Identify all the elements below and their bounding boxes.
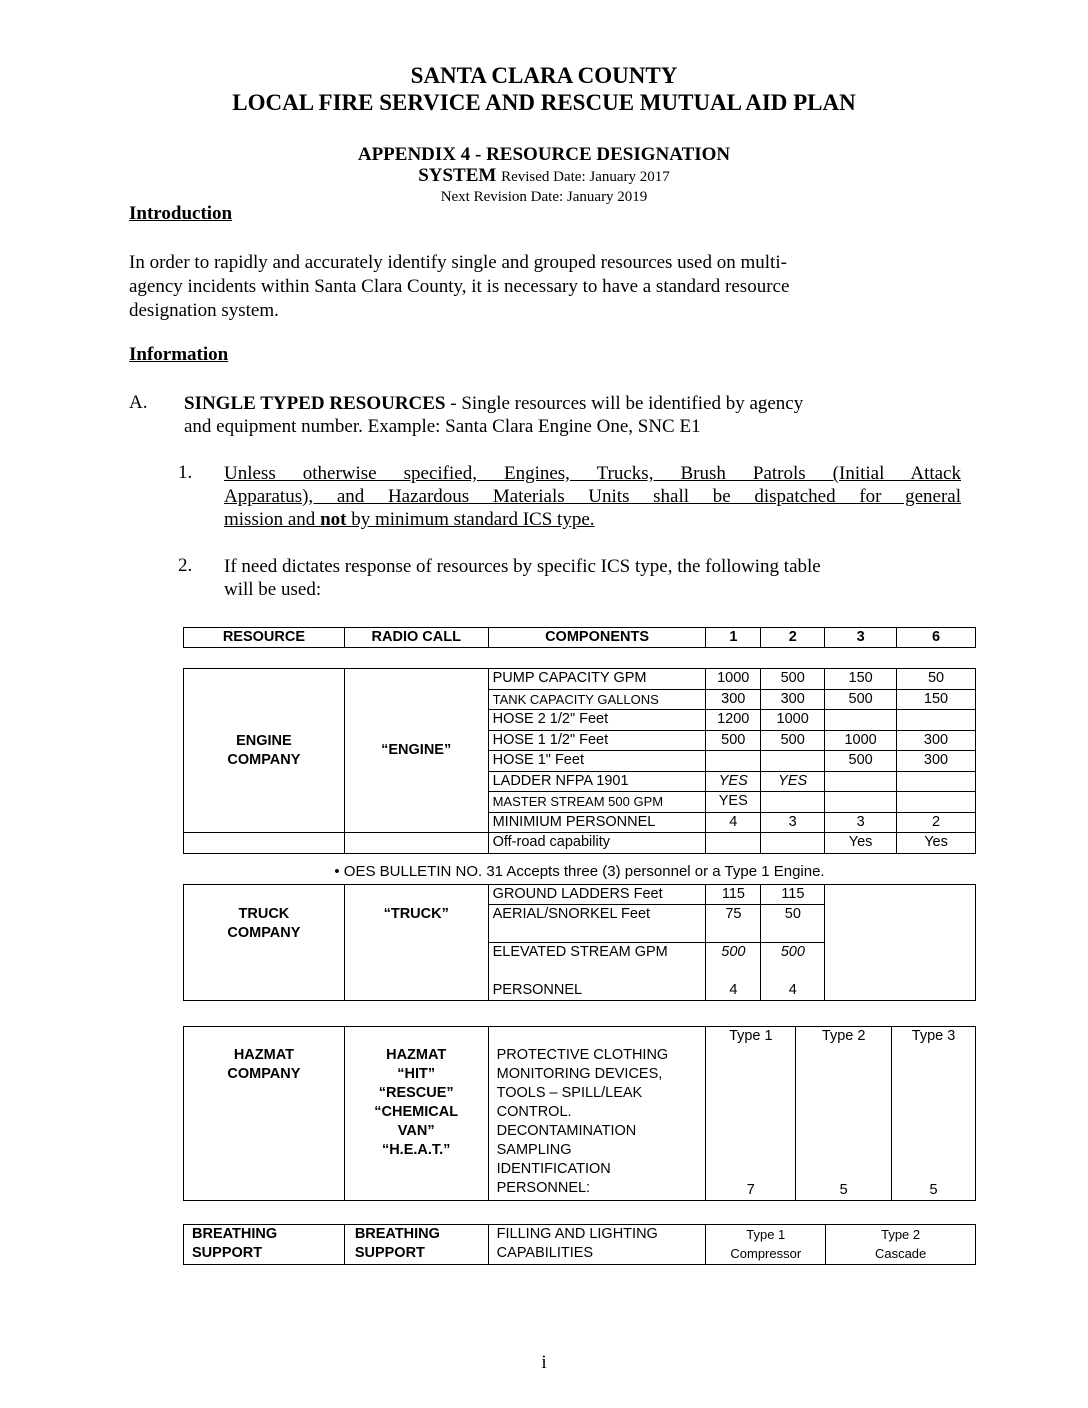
hazmat-type-1-label: Type 1 [729, 1028, 773, 1044]
table-cell [706, 751, 761, 772]
header-type-6: 6 [897, 628, 976, 648]
intro-line: In order to rapidly and accurately identify single and grouped resources used on multi- [129, 252, 787, 273]
table-cell: 300 [897, 751, 976, 772]
item-a-letter: A. [129, 392, 148, 413]
table-cell: HOSE 1" Feet [488, 751, 706, 772]
hazmat-component-line: TOOLS – SPILL/LEAK [496, 1085, 643, 1101]
system-label: SYSTEM [418, 165, 497, 186]
table-cell: Yes [897, 833, 976, 854]
table-cell [825, 710, 897, 731]
table-cell: TANK CAPACITY GALLONS [488, 689, 706, 710]
hazmat-type-1-personnel: 7 [746, 1182, 755, 1198]
intro-line: designation system. [129, 300, 279, 321]
title-line-1: SANTA CLARA COUNTY [410, 63, 678, 88]
table-cell [897, 710, 976, 731]
table-cell: 1200 [706, 710, 761, 731]
engine-company-table [183, 668, 976, 854]
hazmat-resource-cell [184, 1027, 345, 1201]
engine-resource-label: COMPANY [227, 751, 301, 768]
revised-date: Revised Date: January 2017 [501, 169, 670, 185]
table-cell [706, 833, 761, 854]
resource-table-header [183, 627, 976, 648]
title-line-2: LOCAL FIRE SERVICE AND RESCUE MUTUAL AID PLAN [232, 90, 856, 115]
hazmat-radio-line: “H.E.A.T.” [381, 1142, 451, 1158]
hazmat-radio-line: “CHEMICAL [374, 1104, 459, 1120]
table-cell: AERIAL/SNORKEL Feet [488, 905, 706, 943]
table-cell [897, 771, 976, 792]
hazmat-component-line: SAMPLING [496, 1142, 572, 1158]
engine-resource-label: ENGINE [236, 732, 292, 749]
hazmat-radio-line: HAZMAT [386, 1047, 447, 1063]
truck-resource-cell [184, 885, 345, 1001]
table-cell: 500 [761, 943, 825, 981]
item-1-emphasis: not [320, 509, 347, 530]
breathing-type-1 [706, 1225, 826, 1265]
hazmat-component-line: MONITORING DEVICES, [496, 1066, 663, 1082]
table-cell [825, 771, 897, 792]
table-cell: 300 [706, 689, 761, 710]
table-cell: 1000 [761, 710, 825, 731]
table-cell: 500 [825, 689, 897, 710]
breathing-radio-line: SUPPORT [354, 1245, 425, 1261]
header-resource: RESOURCE [184, 628, 345, 648]
hazmat-radio-call [344, 1027, 488, 1201]
hazmat-component-line: CONTROL. [496, 1104, 572, 1120]
breathing-support-table [183, 1224, 976, 1265]
table-cell: 2 [897, 812, 976, 833]
oes-bulletin-note: • OES BULLETIN NO. 31 Accepts three (3) personnel or a Type 1 Engine. [334, 863, 825, 880]
hazmat-company-table [183, 1026, 976, 1201]
header-components: COMPONENTS [488, 628, 706, 648]
table-cell: Off-road capability [488, 833, 706, 854]
table-cell [184, 833, 345, 854]
header-type-1: 1 [706, 628, 761, 648]
item-2-line: will be used: [224, 579, 322, 600]
table-cell: MINIMIUM PERSONNEL [488, 812, 706, 833]
table-cell: 500 [825, 751, 897, 772]
item-1-line: by minimum standard ICS type. [346, 509, 595, 530]
table-cell: 4 [706, 812, 761, 833]
breathing-component-line: CAPABILITIES [496, 1245, 594, 1261]
table-cell: 4 [706, 981, 761, 1001]
breathing-radio-call [344, 1225, 488, 1265]
appendix-title [0, 144, 1088, 188]
hazmat-resource-label: HAZMAT [233, 1047, 294, 1063]
intro-line: agency incidents within Santa Clara County, it is necessary to have a standard resource [129, 276, 790, 297]
table-cell [761, 833, 825, 854]
hazmat-type-3-label: Type 3 [911, 1028, 956, 1044]
engine-resource-cell [184, 669, 345, 833]
hazmat-type-1-cell [706, 1027, 796, 1201]
item-a-line: and equipment number. Example: Santa Clara Engine One, SNC E1 [184, 416, 701, 437]
hazmat-component-line: PERSONNEL: [496, 1180, 591, 1196]
table-cell: HOSE 2 1/2" Feet [488, 710, 706, 731]
document-title [0, 62, 1088, 116]
hazmat-type-3-personnel: 5 [929, 1182, 938, 1198]
hazmat-radio-line: “HIT” [397, 1066, 436, 1082]
hazmat-type-2-personnel: 5 [839, 1182, 848, 1198]
hazmat-resource-label: COMPANY [227, 1066, 301, 1082]
table-cell: 50 [897, 669, 976, 690]
table-cell: 4 [761, 981, 825, 1001]
item-a-line: - Single resources will be identified by agency [445, 393, 804, 414]
hazmat-component-line: IDENTIFICATION [496, 1161, 611, 1177]
table-cell: 150 [825, 669, 897, 690]
breathing-component-line: FILLING AND LIGHTING [496, 1226, 658, 1242]
table-cell: Yes [825, 833, 897, 854]
table-cell: 3 [761, 812, 825, 833]
table-cell: YES [761, 771, 825, 792]
table-cell [761, 751, 825, 772]
breathing-radio-line: BREATHING [354, 1226, 440, 1242]
table-cell: 115 [761, 885, 825, 905]
item-1-number: 1. [178, 462, 193, 483]
introduction-paragraph [129, 251, 961, 323]
breathing-resource-label: SUPPORT [192, 1245, 263, 1261]
table-cell [761, 792, 825, 813]
hazmat-type-2-label: Type 2 [821, 1028, 866, 1044]
truck-radio-call: “TRUCK” [344, 885, 488, 1001]
table-cell: ELEVATED STREAM GPM [488, 943, 706, 981]
truck-resource-label: TRUCK [238, 906, 290, 922]
table-cell [897, 792, 976, 813]
table-cell: GROUND LADDERS Feet [488, 885, 706, 905]
table-cell: 500 [761, 669, 825, 690]
item-2-number: 2. [178, 555, 193, 576]
table-cell: 500 [706, 943, 761, 981]
hazmat-component-line: PROTECTIVE CLOTHING [496, 1047, 669, 1063]
table-cell: HOSE 1 1/2" Feet [488, 730, 706, 751]
table-cell: 75 [706, 905, 761, 943]
breathing-type-2-desc: Cascade [874, 1246, 927, 1261]
next-revision-date: Next Revision Date: January 2019 [440, 189, 648, 205]
hazmat-radio-line: “RESCUE” [378, 1085, 454, 1101]
table-cell: 115 [706, 885, 761, 905]
item-2-line: If need dictates response of resources by specific ICS type, the following table [224, 556, 821, 577]
breathing-resource-cell [184, 1225, 345, 1265]
breathing-components [488, 1225, 706, 1265]
hazmat-type-3-cell [892, 1027, 976, 1201]
breathing-resource-label: BREATHING [192, 1226, 278, 1242]
item-1-text [224, 462, 961, 531]
header-type-2: 2 [761, 628, 825, 648]
hazmat-radio-line: VAN” [397, 1123, 435, 1139]
page-number: i [541, 1352, 547, 1373]
table-cell [825, 885, 976, 1001]
item-2-text [224, 555, 961, 601]
breathing-type-2 [826, 1225, 976, 1265]
table-cell: 500 [761, 730, 825, 751]
table-cell: 1000 [825, 730, 897, 751]
table-cell: 150 [897, 689, 976, 710]
introduction-heading: Introduction [129, 203, 233, 224]
appendix-heading: APPENDIX 4 - RESOURCE DESIGNATION [357, 144, 731, 165]
engine-radio-call: “ENGINE” [344, 669, 488, 833]
table-cell [344, 833, 488, 854]
item-1-line: Apparatus), and Hazardous Materials Units shall be dispatched for general [224, 486, 961, 507]
table-cell: PUMP CAPACITY GPM [488, 669, 706, 690]
hazmat-component-line: DECONTAMINATION [496, 1123, 637, 1139]
table-cell: 300 [761, 689, 825, 710]
truck-company-table [183, 884, 976, 1001]
table-cell: LADDER NFPA 1901 [488, 771, 706, 792]
item-1-line: Unless otherwise specified, Engines, Trucks, Brush Patrols (Initial Attack [224, 463, 961, 484]
table-cell: 3 [825, 812, 897, 833]
item-1-line: mission and [224, 509, 321, 530]
header-radio-call: RADIO CALL [344, 628, 488, 648]
truck-resource-label: COMPANY [227, 925, 301, 941]
table-cell: YES [706, 771, 761, 792]
table-cell: PERSONNEL [488, 981, 706, 1001]
hazmat-components [488, 1027, 706, 1201]
single-typed-resources-label: SINGLE TYPED RESOURCES [184, 393, 446, 414]
table-cell: YES [706, 792, 761, 813]
header-type-3: 3 [825, 628, 897, 648]
table-cell: 1000 [706, 669, 761, 690]
item-a-text [184, 392, 961, 438]
table-cell: MASTER STREAM 500 GPM [488, 792, 706, 813]
breathing-type-1-desc: Compressor [730, 1246, 802, 1261]
table-cell [825, 792, 897, 813]
breathing-type-2-label: Type 2 [881, 1227, 921, 1242]
table-cell: 300 [897, 730, 976, 751]
hazmat-type-2-cell [796, 1027, 892, 1201]
breathing-type-1-label: Type 1 [746, 1227, 786, 1242]
table-cell: 50 [761, 905, 825, 943]
information-heading: Information [129, 344, 229, 365]
table-cell: 500 [706, 730, 761, 751]
